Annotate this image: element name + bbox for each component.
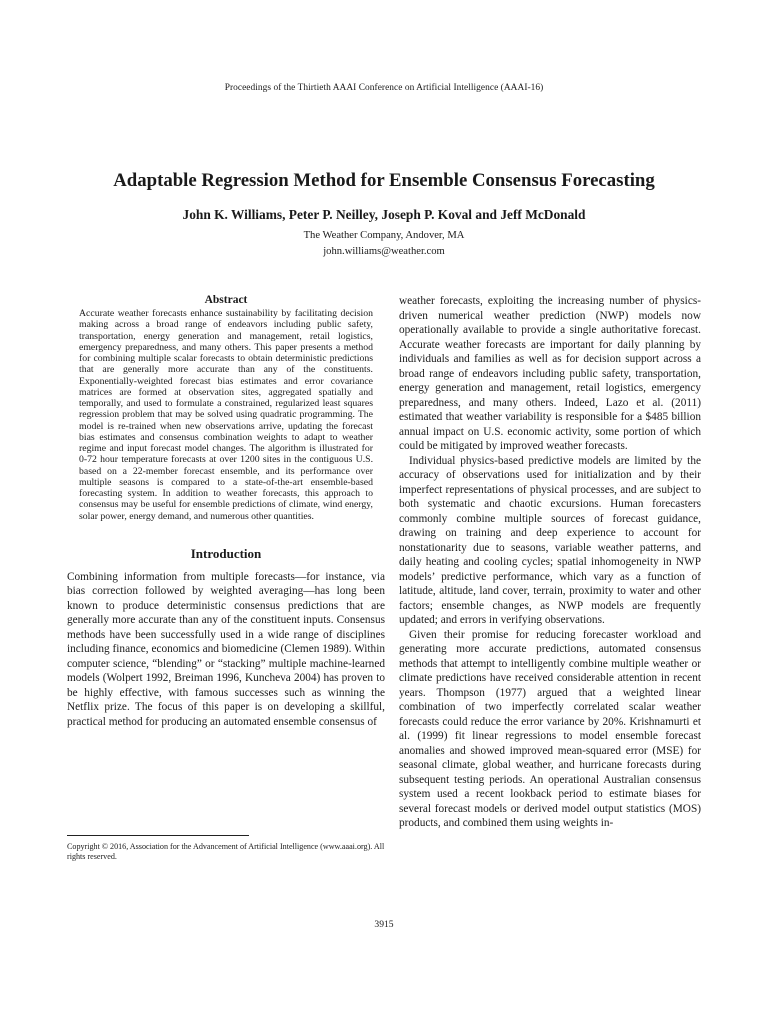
affiliation: The Weather Company, Andover, MA: [303, 230, 465, 241]
left-column: [67, 294, 385, 729]
introduction-paragraph-1: Combining information from multiple forecasts—for instance, via bias correction followed by weighted averaging—has long been known to produce deterministic consensus predictions that are generally more accurate than any of the constituent inputs. Consensus methods have been successfully used in a wide range of disciplines including finance, economics and biomedicine (Clemen 1989). Within computer science, “blending” or “stacking” multiple machine-learned models (Wolpert 1992, Breiman 1996, Kuncheva 2004) has proven to be highly effective, with famous successes such as winning the Netflix prize. The focus of this paper is on developing a skillful, practical method for producing an automated ensemble consensus of: [67, 570, 385, 728]
introduction-paragraph-3: Given their promise for reducing forecaster workload and generating more accurate predictions, automated consensus methods that attempt to intelligently combine multiple weather or climate predictions have received considerable attention in recent years. Thompson (1977) argued that a weighted linear combination of two imperfectly correlated scalar weather forecasts could reduce the error variance by 20%. Krishnamurti et al. (1999) fit linear regressions to model ensemble forecast anomalies and showed improved mean-squared error (MSE) for seasonal climate, global weather, and hurricane forecasts during subsequent testing periods. An operational Australian consensus system used a recent lookback period to estimate biases for several forecast models or derived model output statistics (MOS) products, and combined them using weights in-: [399, 628, 701, 829]
author-list: John K. Williams, Peter P. Neilley, Joseph P. Koval and Jeff McDonald: [182, 207, 586, 222]
abstract-text: Accurate weather forecasts enhance sustainability by facilitating decision making across a broad range of endeavors including public safety, transportation, energy generation and management, retail logistics, emergency preparedness, and many others. This paper presents a method for combining multiple scalar forecasts to obtain deterministic predictions that are generally more accurate than any of the constituents. Exponentially-weighted forecast bias estimates and error covariance matrices are formed at observation sites, aggregated spatially and temporally, and used to formulate a constrained, regularized least squares regression problem that may be solved using quadratic programming. The model is re-trained when new observations arrive, updating the forecast bias estimates and consensus combination weights to adapt to weather regime and input forecast model changes. The algorithm is illustrated for 0-72 hour temperature forecasts at over 1200 sites in the contiguous U.S. based on a 22-member forecast ensemble, and its performance over multiple seasons is compared to a state-of-the-art ensemble-based forecasting system. In addition to weather forecasts, this approach to consensus may be useful for ensemble predictions of climate, wind energy, solar power, energy demand, and numerous other quantities.: [79, 308, 373, 522]
introduction-continued-paragraph: weather forecasts, exploiting the increasing number of physics-driven numerical weather prediction (NWP) models now operationally available to provide a single authoritative forecast. Accurate weather forecasts are important for daily planning by individuals and families as well as for decision support across a broad range of endeavors including public safety, transportation, energy generation and management, retail logistics, emergency preparedness, and many others. Indeed, Lazo et al. (2011) estimated that weather variability is responsible for a $485 billion annual impact on U.S. economic activity, some portion of which could be mitigated by improved weather forecasts.: [399, 295, 701, 452]
footnote-rule: [67, 835, 249, 836]
abstract-heading: Abstract: [204, 294, 248, 306]
running-head: Proceedings of the Thirtieth AAAI Conference on Artificial Intelligence (AAAI-16): [224, 83, 544, 93]
introduction-paragraph-2: Individual physics-based predictive models are limited by the accuracy of observations used for initialization and by their imperfect representations of physical processes, and are subject to both systematic and chaotic excursions. Human forecasters commonly combine multiple sources of forecast guidance, drawing on training and deep experience to account for nonstationarity due to seasons, variable weather patterns, and daily heating and cooling cycles; spatial inhomogeneity in NWP models’ predictive performance, which vary as a function of latitude, altitude, land cover, terrain, proximity to water and other factors; ensemble changes, as NWP models are frequently updated; and errors in verifying observations.: [399, 454, 701, 626]
page-number: 3915: [374, 919, 394, 930]
affiliation-block: [0, 228, 768, 259]
copyright-notice: Copyright © 2016, Association for the Advancement of Artificial Intelligence (www.aaai.org). All rights reserved.: [67, 842, 385, 862]
author-email: john.williams@weather.com: [323, 245, 445, 257]
right-column: [399, 294, 701, 831]
introduction-heading: Introduction: [190, 545, 262, 561]
paper-title: Adaptable Regression Method for Ensemble Consensus Forecasting: [113, 170, 655, 191]
